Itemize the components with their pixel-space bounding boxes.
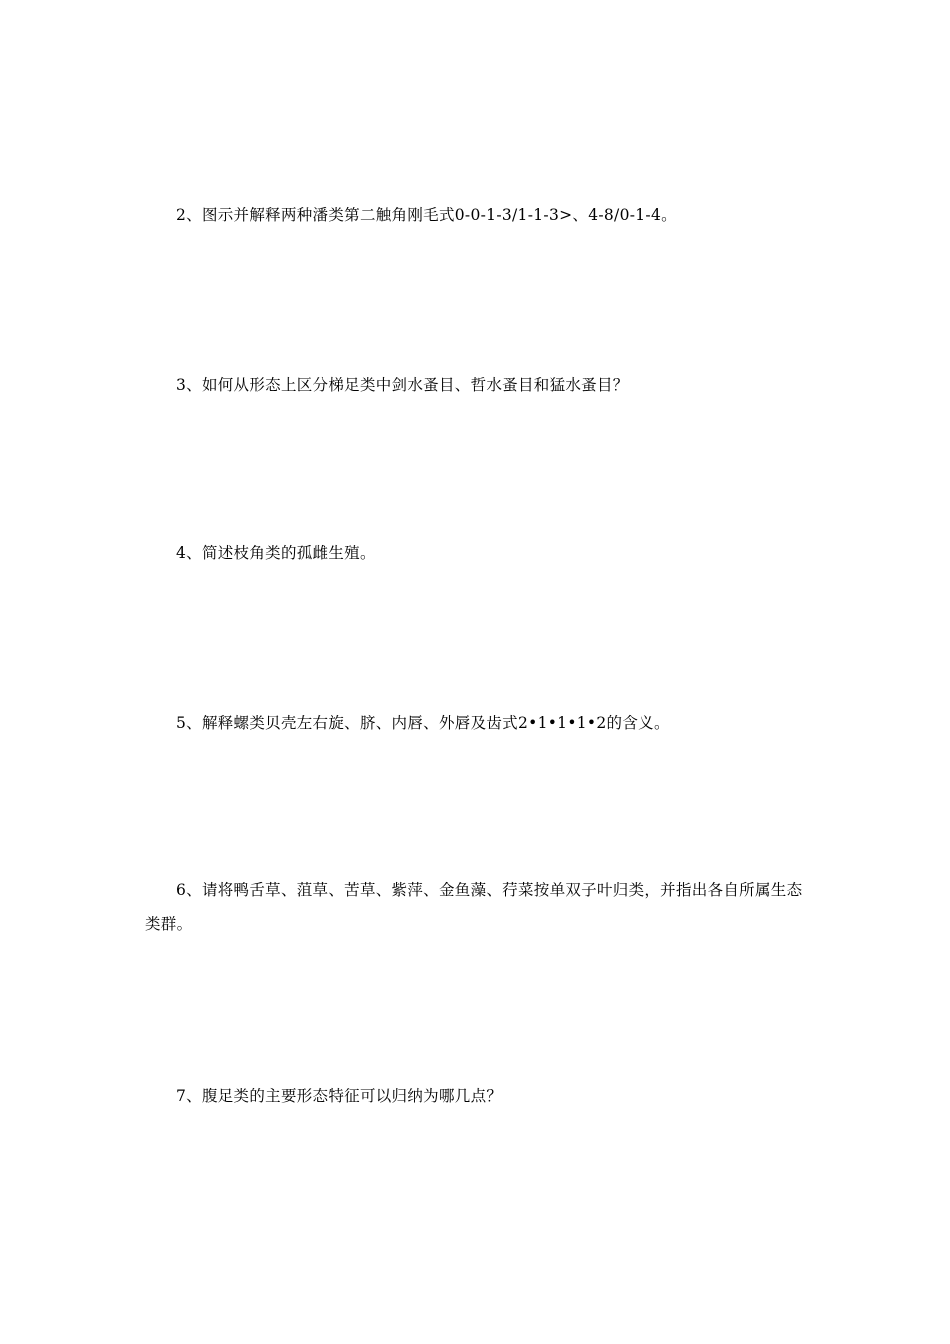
- question-4: 4、简述枝角类的孤雌生殖。: [176, 544, 376, 562]
- question-7: 7、腹足类的主要形态特征可以归纳为哪几点？: [176, 1087, 503, 1105]
- question-3: 3、如何从形态上区分梯足类中剑水蚤目、哲水蚤目和猛水蚤目？: [176, 376, 629, 394]
- question-2: 2、图示并解释两种潘类第二触角刚毛式0-0-1-3/1-1-3>、4-8/0-1-4。: [176, 206, 677, 224]
- question-6: 6、请将鸭舌草、菹草、苦草、紫萍、金鱼藻、荇菜按单双子叶归类，并指出各自所属生态类群。: [145, 881, 803, 933]
- question-5: 5、解释螺类贝壳左右旋、脐、内唇、外唇及齿式2•1•1•1•2的含义。: [176, 714, 670, 732]
